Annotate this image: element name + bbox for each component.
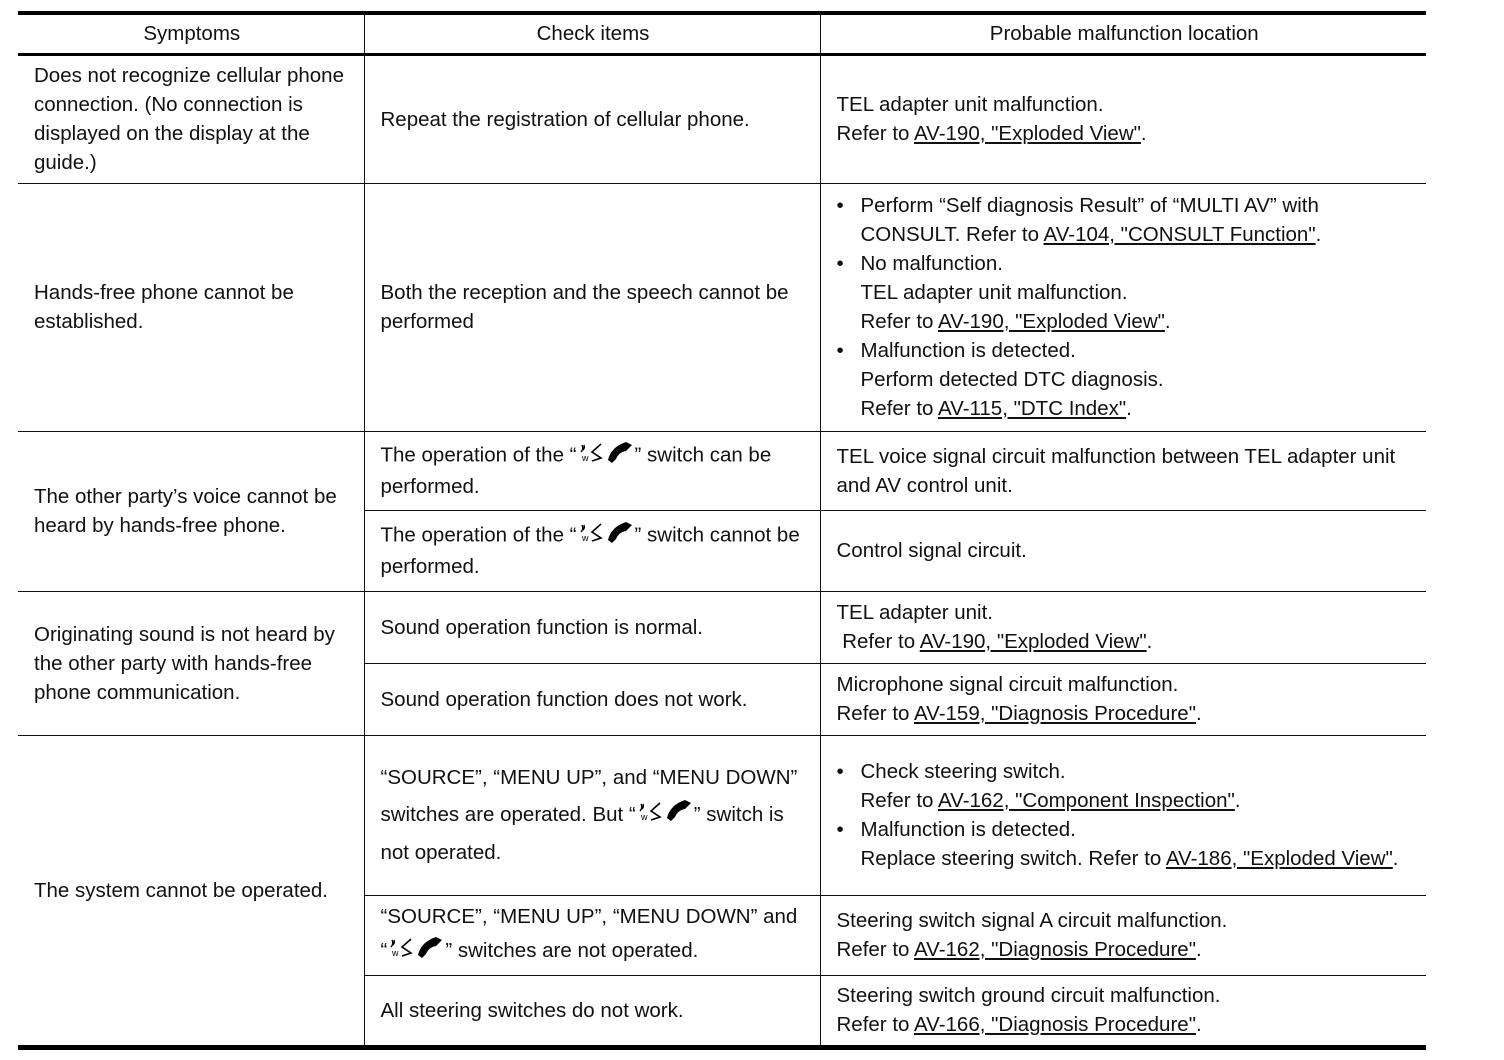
svg-text:w: w bbox=[581, 533, 589, 543]
symptom-cell: Hands-free phone cannot be established. bbox=[18, 183, 364, 431]
check-cell: All steering switches do not work. bbox=[364, 975, 820, 1047]
location-list bbox=[837, 757, 1413, 873]
refer-text: Replace steering switch. Refer to bbox=[860, 847, 1166, 870]
period: . bbox=[1140, 122, 1147, 145]
location-line: TEL adapter unit malfunction. bbox=[836, 93, 1104, 116]
refer-text: Refer to bbox=[860, 310, 938, 333]
check-text: ” switches are not operated. bbox=[445, 939, 699, 963]
refer-text: Refer to bbox=[836, 1013, 914, 1036]
check-text: The operation of the “ bbox=[380, 523, 577, 547]
voice-recognition-icon bbox=[579, 521, 603, 551]
voice-recognition-icon bbox=[579, 441, 603, 471]
period: . bbox=[1164, 310, 1171, 333]
list-item bbox=[837, 815, 1413, 873]
table-row bbox=[18, 591, 1426, 663]
symptom-cell: The other party’s voice cannot be heard by hands-free phone. bbox=[18, 431, 364, 591]
svg-text:w: w bbox=[392, 948, 399, 959]
refer-text: Refer to bbox=[836, 702, 914, 725]
check-text: ” switch is not operated. bbox=[380, 802, 784, 865]
check-cell: Sound operation function does not work. bbox=[364, 663, 820, 735]
period: . bbox=[1195, 1013, 1202, 1036]
check-text: “SOURCE”, “MENU UP”, and “MENU DOWN” switches are operated. But “ bbox=[380, 765, 798, 826]
list-item bbox=[837, 191, 1413, 249]
bullet-text: Perform “Self diagnosis Result” of “MULTI AV” with CONSULT. Refer to bbox=[860, 194, 1319, 246]
check-text: ” switch cannot be performed. bbox=[380, 523, 800, 578]
location-line: Steering switch signal A circuit malfunction. bbox=[836, 909, 1228, 932]
reference-link[interactable]: AV-186, "Exploded View" bbox=[1165, 847, 1393, 870]
check-cell bbox=[364, 895, 820, 975]
refer-text: Refer to bbox=[836, 938, 914, 961]
list-item bbox=[837, 336, 1413, 423]
bullet-text: TEL adapter unit malfunction. bbox=[860, 281, 1128, 304]
phone-handset-icon bbox=[607, 440, 633, 472]
reference-link[interactable]: AV-190, "Exploded View" bbox=[919, 630, 1147, 653]
check-cell: Sound operation function is normal. bbox=[364, 591, 820, 663]
period: . bbox=[1126, 397, 1132, 420]
reference-link[interactable]: AV-190, "Exploded View" bbox=[938, 310, 1165, 333]
check-text: ” switch can be performed. bbox=[380, 443, 772, 498]
bullet-text: • Malfunction is detected. bbox=[860, 818, 1076, 841]
svg-text:w: w bbox=[581, 453, 589, 463]
reference-link[interactable]: AV-159, "Diagnosis Procedure" bbox=[914, 702, 1196, 725]
location-cell bbox=[820, 54, 1426, 183]
bullet-text: • No malfunction. bbox=[860, 252, 1003, 275]
diagnosis-table bbox=[18, 11, 1426, 1050]
table-row bbox=[18, 183, 1426, 431]
check-cell: Repeat the registration of cellular phone. bbox=[364, 54, 820, 183]
header-malfunction-location: Probable malfunction location bbox=[820, 13, 1426, 54]
period: . bbox=[1195, 938, 1202, 961]
svg-text:w: w bbox=[640, 812, 648, 823]
location-cell bbox=[820, 591, 1426, 663]
location-line: Microphone signal circuit malfunction. bbox=[836, 673, 1179, 696]
check-text: “SOURCE”, “MENU UP”, “MENU DOWN” and “ bbox=[380, 905, 798, 963]
bullet-text: • Check steering switch. bbox=[860, 760, 1066, 783]
phone-handset-icon bbox=[417, 935, 443, 970]
table-row bbox=[18, 54, 1426, 183]
reference-link[interactable]: AV-166, "Diagnosis Procedure" bbox=[914, 1013, 1196, 1036]
refer-text: Refer to bbox=[860, 789, 938, 812]
period: . bbox=[1234, 789, 1241, 812]
period: . bbox=[1392, 847, 1399, 870]
check-cell bbox=[364, 510, 820, 591]
location-cell: TEL voice signal circuit malfunction between TEL adapter unit and AV control unit. bbox=[820, 431, 1426, 510]
list-item bbox=[837, 249, 1413, 336]
reference-link[interactable]: AV-162, "Component Inspection" bbox=[938, 789, 1235, 812]
bullet-text: • Malfunction is detected. bbox=[860, 339, 1076, 362]
symptom-cell: Originating sound is not heard by the other party with hands-free phone communication. bbox=[18, 591, 364, 735]
reference-link[interactable]: AV-190, "Exploded View" bbox=[914, 122, 1141, 145]
phone-handset-icon bbox=[666, 797, 692, 834]
period: . bbox=[1146, 630, 1153, 653]
period: . bbox=[1195, 702, 1202, 725]
table-row bbox=[18, 431, 1426, 510]
voice-recognition-icon bbox=[389, 935, 413, 969]
check-text: The operation of the “ bbox=[380, 443, 577, 467]
check-cell bbox=[364, 735, 820, 895]
location-cell bbox=[820, 183, 1426, 431]
location-cell bbox=[820, 663, 1426, 735]
bullet-text: Perform detected DTC diagnosis. bbox=[860, 368, 1164, 391]
header-check-items: Check items bbox=[364, 13, 820, 54]
refer-text: Refer to bbox=[860, 397, 938, 420]
list-item bbox=[837, 757, 1413, 815]
location-cell bbox=[820, 735, 1426, 895]
table-header-row bbox=[18, 13, 1426, 54]
refer-text: Refer to bbox=[842, 630, 920, 653]
header-symptoms: Symptoms bbox=[18, 13, 364, 54]
voice-recognition-icon bbox=[638, 797, 662, 834]
location-line: Steering switch ground circuit malfunction. bbox=[836, 984, 1221, 1007]
symptom-cell: Does not recognize cellular phone connection. (No connection is displayed on the display at the guide.) bbox=[18, 54, 364, 183]
location-line: TEL adapter unit. bbox=[836, 601, 994, 624]
location-cell: Control signal circuit. bbox=[820, 510, 1426, 591]
reference-link[interactable]: AV-162, "Diagnosis Procedure" bbox=[914, 938, 1196, 961]
location-list bbox=[837, 191, 1413, 423]
check-cell: Both the reception and the speech cannot be performed bbox=[364, 183, 820, 431]
location-cell bbox=[820, 895, 1426, 975]
phone-handset-icon bbox=[607, 520, 633, 552]
check-cell bbox=[364, 431, 820, 510]
refer-text: Refer to bbox=[836, 122, 914, 145]
reference-link[interactable]: AV-104, "CONSULT Function" bbox=[1043, 223, 1316, 246]
location-cell bbox=[820, 975, 1426, 1047]
symptom-cell: The system cannot be operated. bbox=[18, 735, 364, 1047]
period: . bbox=[1315, 223, 1322, 246]
reference-link[interactable]: AV-115, "DTC Index" bbox=[938, 397, 1127, 420]
table-row bbox=[18, 735, 1426, 895]
